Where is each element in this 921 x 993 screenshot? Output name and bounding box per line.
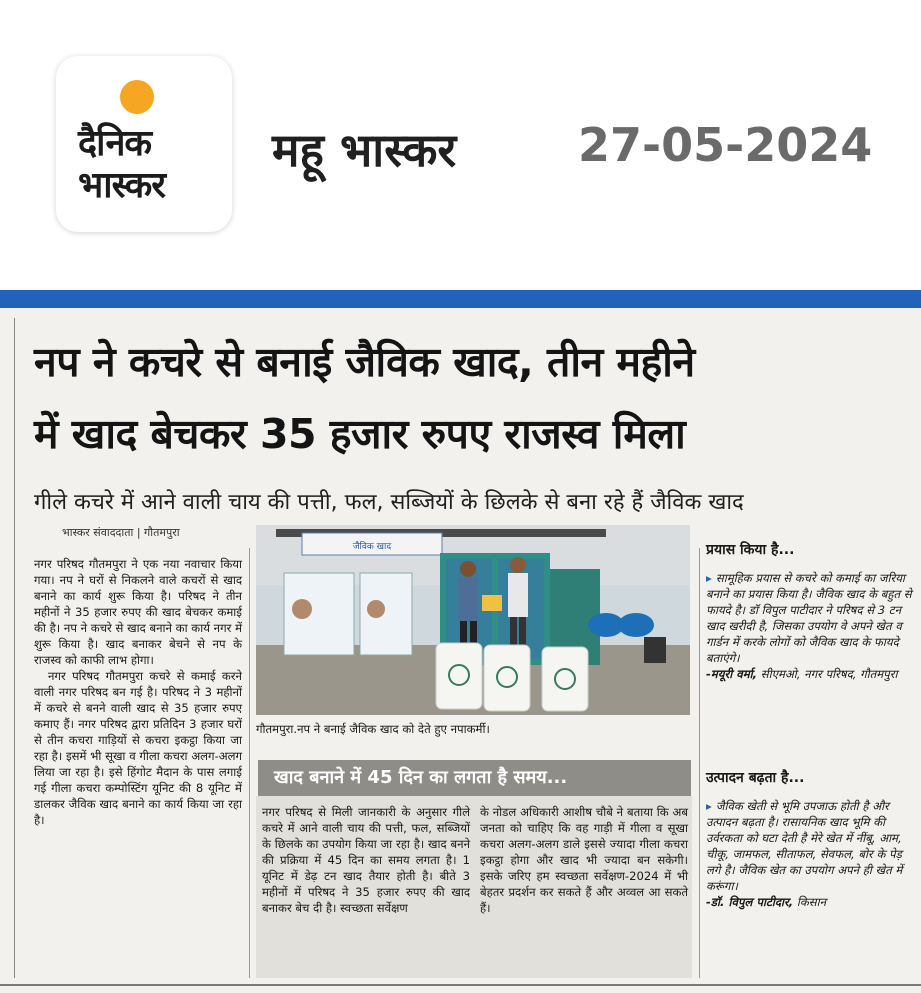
photo-banner: जैविक खाद	[352, 542, 392, 552]
photo-illustration	[256, 525, 690, 715]
headline-line1: नप ने कचरे से बनाई जैविक खाद, तीन महीने	[34, 338, 695, 386]
edition-date: 27-05-2024	[578, 118, 873, 172]
byline: भास्कर संवाददाता | गौतमपुरा	[62, 526, 180, 539]
bullet-icon: ▸	[706, 799, 716, 813]
info-box-title: खाद बनाने में 45 दिन का लगता है समय...	[258, 760, 691, 796]
column1-paragraph1: नगर परिषद गौतमपुरा ने एक नया नवाचार किया गया। नप ने घरों से निकलने वाले कचरों से खाद बनाने का कार्य शुरू किया है। परिषद ने तीन महीनों ने 35 हजार रुपए की खाद बेचकर कमाई की है। नप ने कचरे से खाद बनाने का कार्य नगर में शुरू किया है। खाद बनाकर बेचने से नप के राजस्व को काफी लाभ होगा।	[34, 557, 242, 667]
info-box-column-2: के नोडल अधिकारी आशीष चौबे ने बताया कि अब जनता को चाहिए कि वह गाड़ी में गीला व सूखा कचरा अलग-अलग डाले इससे ज्यादा गीला कचरा इकट्ठा होगा और खाद भी ज्यादा बन सकेगी। इसके जरिए हम स्वच्छता सर्वेक्षण-2024 में भी बेहतर प्रदर्शन कर सकते हैं और अव्वल आ सकते हैं।	[480, 805, 688, 915]
article-column-1	[34, 556, 242, 828]
info-box	[256, 796, 692, 978]
quote1-text: सामूहिक प्रयास से कचरे को कमाई का जरिया बनाने का प्रयास किया है। जैविक खाद के बहुत से फायदे है। डॉ विपुल पाटीदार ने परिषद से 3 टन खाद खरीदी है, जिसका उपयोग वे अपने खेत व गार्डन में करके लोगों को जैविक खाद के फायदे बताएंगे।	[706, 571, 912, 665]
headline-line2: में खाद बेचकर 35 हजार रुपए राजस्व मिला	[34, 410, 686, 458]
sidebar-quote-1	[706, 570, 914, 682]
logo-text-line2: भास्कर	[78, 165, 166, 206]
quote1-author: -मयूरी वर्मा,	[706, 667, 758, 681]
subheadline: गीले कचरे में आने वाली चाय की पत्ती, फल, सब्जियों के छिलके से बना रहे हैं जैविक खाद	[34, 490, 744, 515]
edition-title: महू भास्कर	[272, 123, 457, 177]
left-divider	[14, 318, 15, 978]
quote2-role: किसान	[796, 895, 827, 909]
clipping-top-band	[0, 290, 921, 308]
quote1-role: सीएमओ, नगर परिषद, गौतमपुरा	[760, 667, 898, 681]
quote2-author: -डॉ. विपुल पाटीदार,	[706, 895, 794, 909]
logo-text-line1: दैनिक	[78, 123, 152, 164]
column-divider	[249, 548, 250, 978]
photo-caption: गौतमपुरा.नप ने बनाई जैविक खाद को देते हुए नपाकर्मी।	[256, 722, 490, 736]
quote2-text: जैविक खेती से भूमि उपजाऊ होती है और उत्पादन बढ़ता है। रासायनिक खाद भूमि की उर्वरकता को घटा देती है मेरे खेत में नींबू, आम, चीकू, जामफल, सीताफल, सेवफल, बोर के पेड़ लगे है। जैविक खेत का उपयोग अपने ही खेत में करूंगा।	[706, 799, 903, 893]
sidebar-heading-2: उत्पादन बढ़ता है...	[706, 770, 805, 786]
info-box-column-1: नगर परिषद से मिली जानकारी के अनुसार गीले कचरे में आने वाली चाय की पत्ती, फल, सब्जियों के छिलके का उपयोग किया जा रहा है। खाद बनने की प्रक्रिया में 45 दिन का समय लगता है। 1 यूनिट में डेढ़ टन खाद तैयार होती है। बीते 3 महीनों में परिषद ने 35 हजार रुपए की खाद बनाकर बेच दी है। स्वच्छता सर्वेक्षण	[262, 805, 470, 915]
sidebar-heading-1: प्रयास किया है...	[706, 542, 795, 558]
sidebar-quote-2	[706, 798, 914, 910]
bottom-divider	[0, 984, 921, 986]
column1-paragraph2: नगर परिषद गौतमपुरा कचरे से कमाई करने वाली नगर परिषद बन गई है। परिषद ने 3 महीनों में कचरे से बनने वाली खाद से 35 हजार रुपए कमाए हैं। नगर परिषद द्वारा प्रतिदिन 3 हजार घरों से तीन कचरा गाड़ियों से कचरा इकट्ठा किया जा रहा है। इसमें भी सूखा व गीला कचरा अलग-अलग लिया जा रहा है। इसे हिंगोट मैदान के पास लगाई गई गीला कचरा कम्पोस्टिंग यूनिट की 8 यूनिट में डालकर जैविक खाद बनाने का कार्य किया जा रहा है।	[34, 669, 242, 827]
column-divider	[699, 548, 700, 978]
bullet-icon: ▸	[706, 571, 716, 585]
article-photo	[256, 525, 690, 715]
logo-sun-icon	[120, 80, 154, 114]
